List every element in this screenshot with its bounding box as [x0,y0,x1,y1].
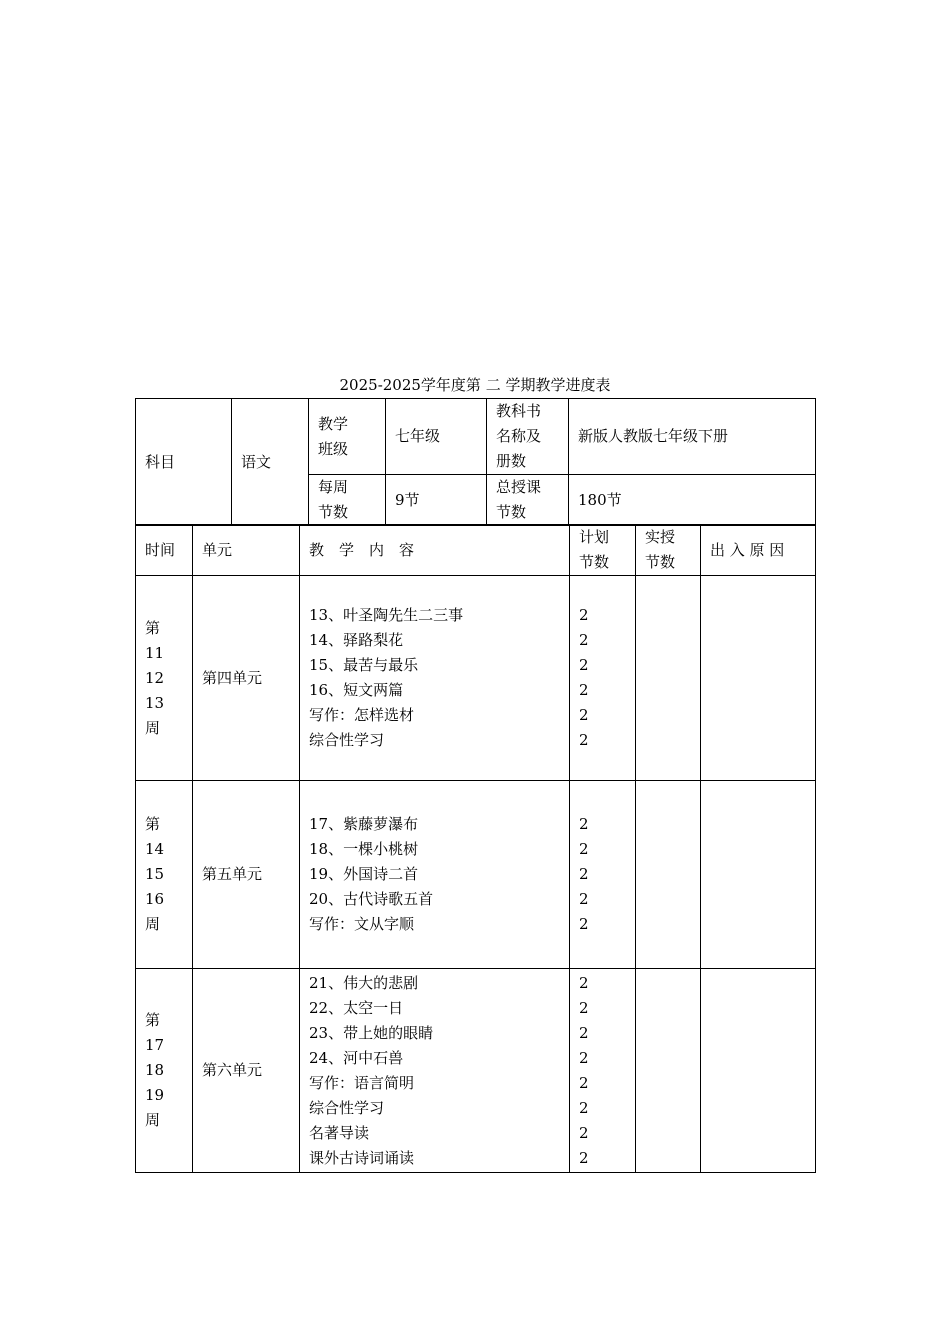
lesson-item: 写作：怎样选材 [309,706,415,724]
course-info-table [135,398,816,526]
lesson-item: 24、河中石兽 [309,1048,404,1067]
lesson-item: 19、外国诗二首 [309,865,419,883]
unit-name: 第四单元 [193,576,300,781]
header-unit: 单元 [193,525,300,576]
lesson-item: 13、叶圣陶先生二三事 [309,606,464,624]
actual-hours-cell [636,781,701,969]
textbook-value: 新版人教版七年级下册 [569,399,816,475]
schedule-header-row [136,525,816,576]
header-actual-hours: 实授 节数 [636,525,701,576]
weekly-hours-label: 每周 节数 [309,475,386,526]
unit-name: 第五单元 [193,781,300,969]
lesson-item: 21、伟大的悲剧 [309,973,419,992]
lesson-item: 14、驿路梨花 [309,631,404,649]
header-content: 教 学 内 容 [300,525,570,576]
class-value: 七年级 [386,399,487,475]
planned-hours-list: 2 2 2 2 2 [570,781,636,969]
reason-cell [701,781,816,969]
weekly-hours-value: 9节 [386,475,487,526]
reason-cell [701,576,816,781]
lesson-item: 综合性学习 [309,1098,385,1117]
document-title: 2025-2025学年度第 二 学期教学进度表 [339,376,611,394]
subject-label: 科目 [136,399,232,526]
lesson-item: 15、最苦与最乐 [309,656,419,674]
header-time: 时间 [136,525,193,576]
lesson-item: 写作：文从字顺 [309,915,415,933]
lesson-item: 写作：语言简明 [309,1073,415,1092]
schedule-row [136,969,816,1173]
total-hours-value: 180节 [569,475,816,526]
header-reason: 出 入 原 因 [701,525,816,576]
header-planned-hours: 计划 节数 [570,525,636,576]
lesson-item: 16、短文两篇 [309,681,404,699]
lesson-item: 课外古诗词诵读 [309,1148,415,1167]
actual-hours-cell [636,576,701,781]
planned-hours-list: 2 2 2 2 2 2 [570,576,636,781]
textbook-label: 教科书 名称及 册数 [487,399,569,475]
lesson-list [300,576,570,781]
lesson-list [300,969,570,1173]
lesson-item: 20、古代诗歌五首 [309,890,434,908]
actual-hours-cell [636,969,701,1173]
unit-name: 第六单元 [193,969,300,1173]
reason-cell [701,969,816,1173]
lesson-list [300,781,570,969]
schedule-row [136,781,816,969]
class-label: 教学 班级 [309,399,386,475]
subject-value: 语文 [232,399,309,526]
week-range: 第 11 12 13 周 [136,576,193,781]
schedule-row [136,576,816,781]
lesson-item: 23、带上她的眼睛 [309,1023,434,1042]
week-range: 第 17 18 19 周 [136,969,193,1173]
schedule-table [135,524,816,1173]
planned-hours-list: 2 2 2 2 2 2 2 2 [570,969,636,1173]
lesson-item: 22、太空一日 [309,998,404,1017]
week-range: 第 14 15 16 周 [136,781,193,969]
lesson-item: 18、一棵小桃树 [309,840,419,858]
total-hours-label: 总授课 节数 [487,475,569,526]
lesson-item: 名著导读 [309,1123,370,1142]
lesson-item: 17、紫藤萝瀑布 [309,815,419,833]
lesson-item: 综合性学习 [309,731,385,749]
